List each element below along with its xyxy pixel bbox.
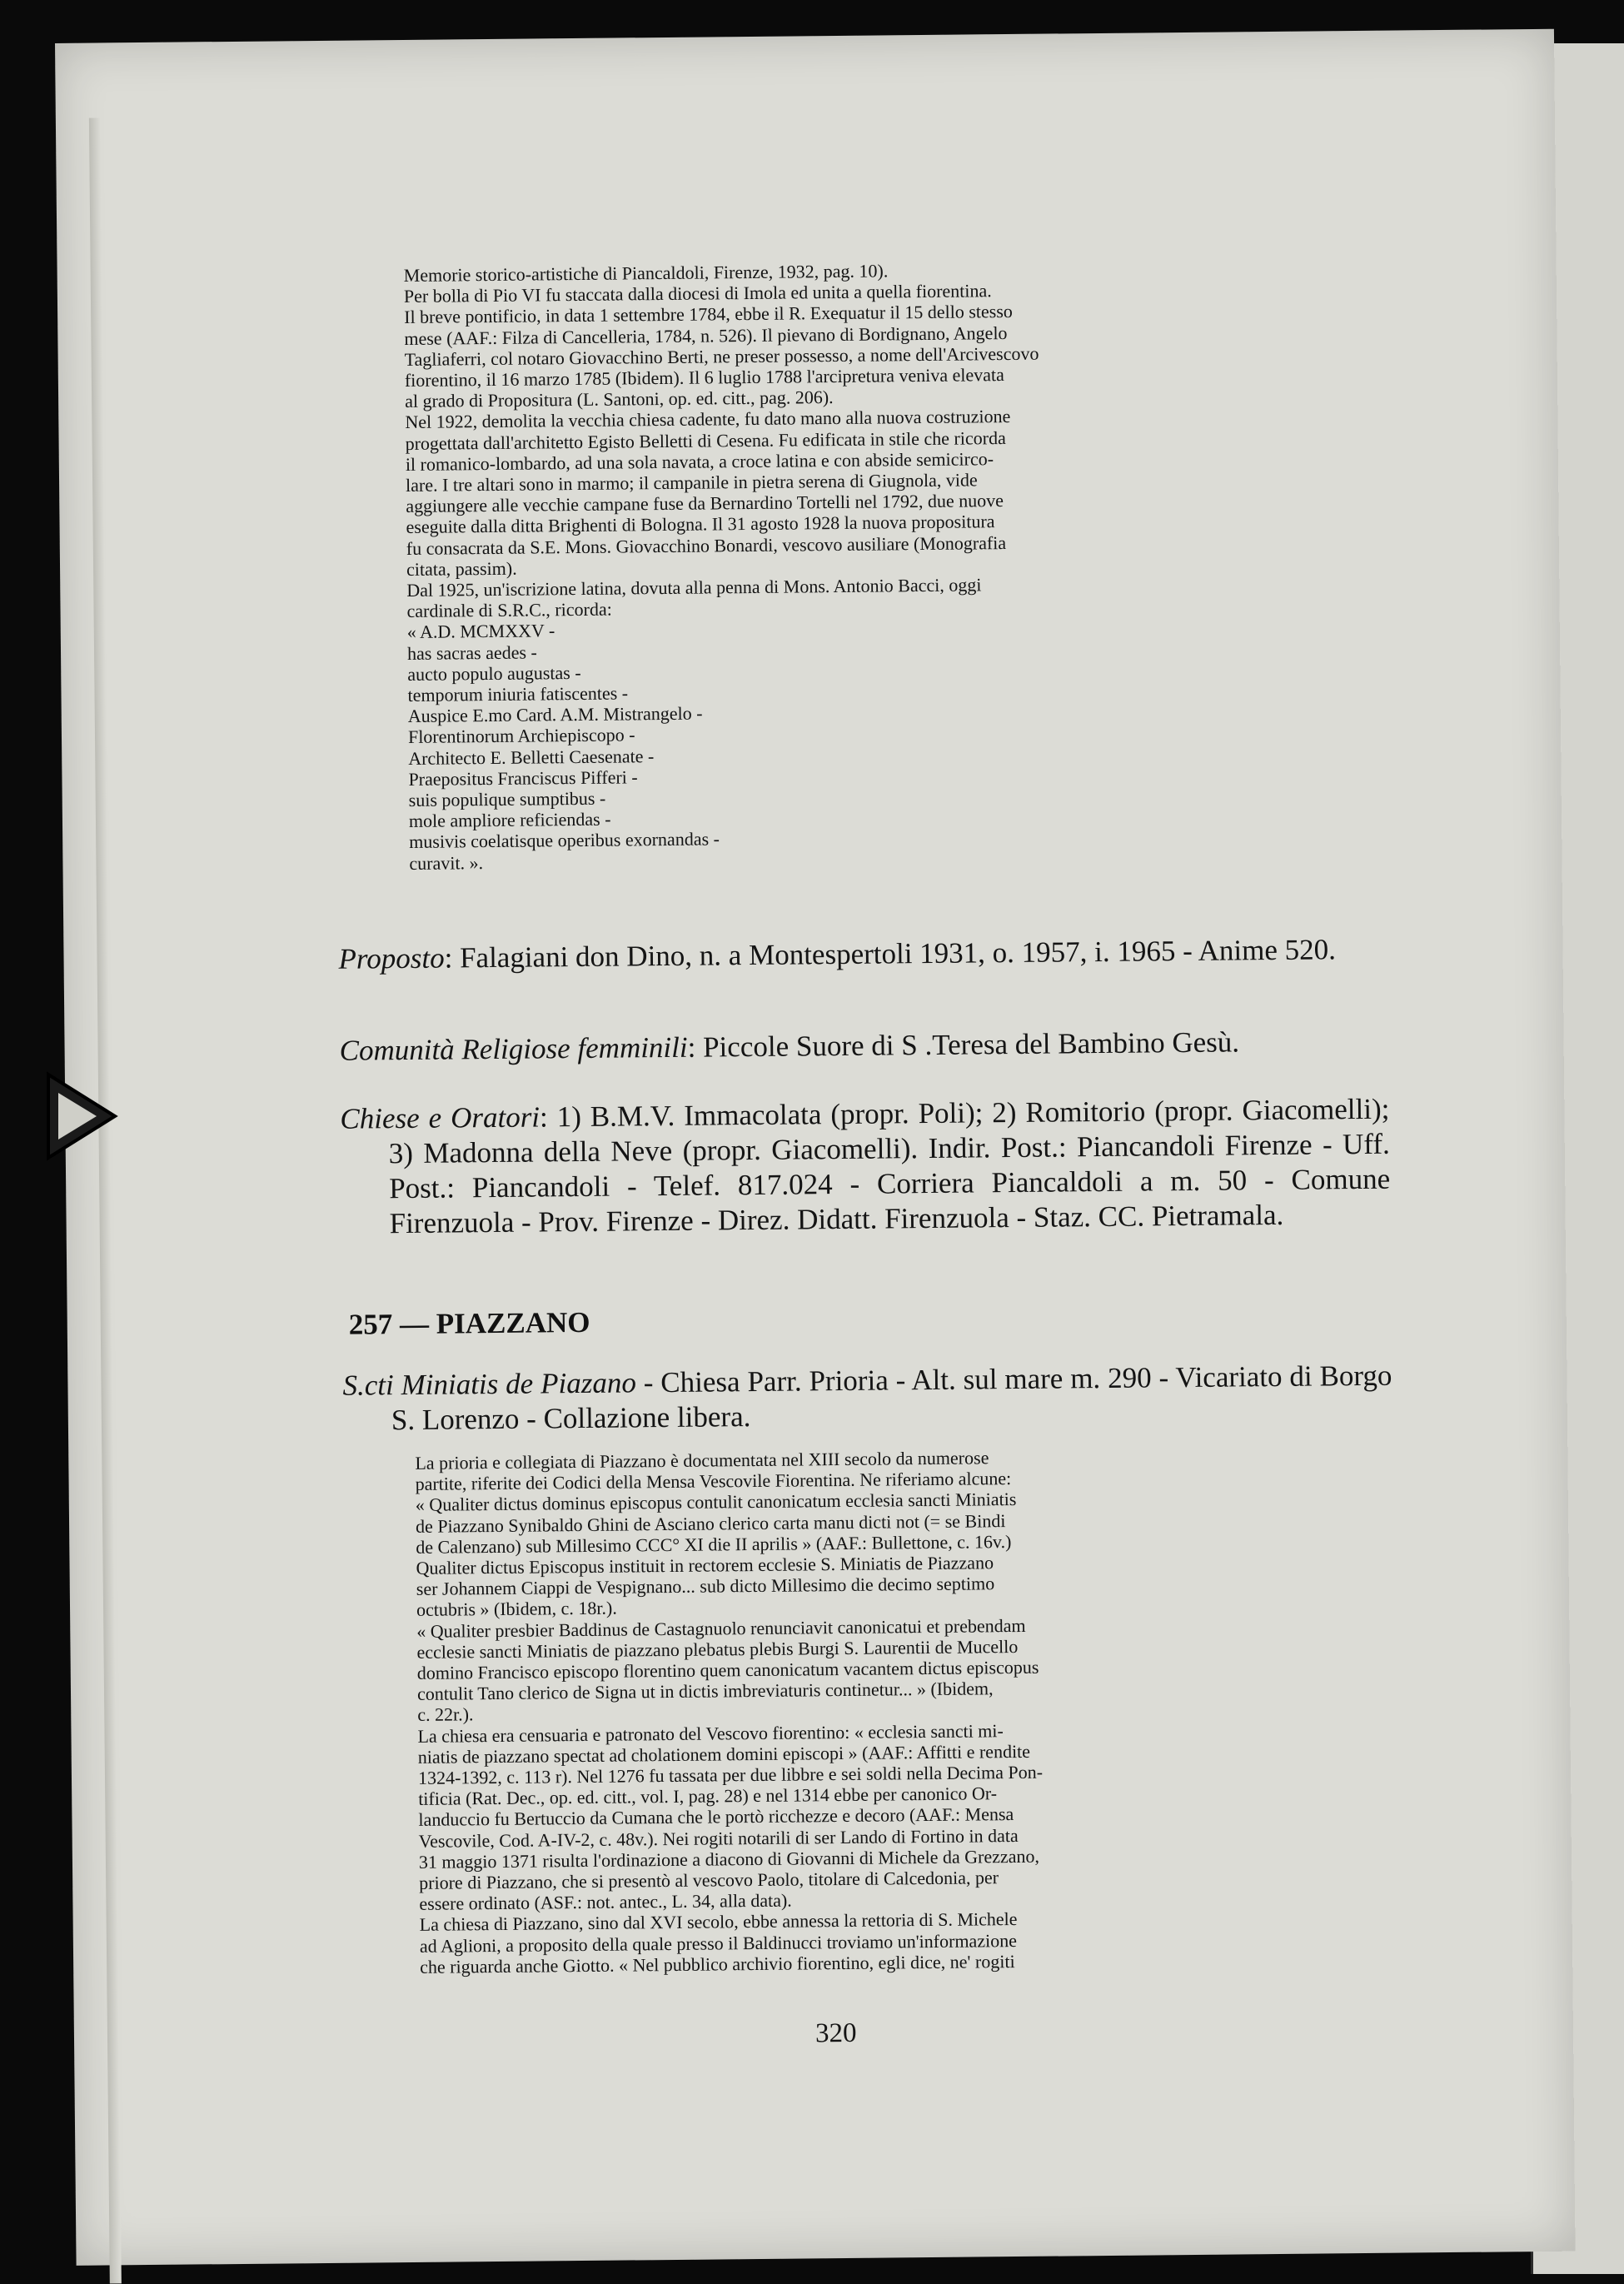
text-line: ecclesie sancti Miniatis de piazzano plebatus plebis Burgi S. Laurentii de Mucello [416,1635,1019,1663]
text-line: niatis de piazzano spectat ad cholationem domini episcopi » (AAF.: Affitti e rendite [417,1740,1031,1768]
notes-block-piancaldoli [404,256,1376,874]
inscription-line: Auspice E.mo Card. A.M. Mistrangelo - [407,702,703,727]
piazzano-header-paragraph [342,1359,1392,1439]
text-line: citata, passim). [406,557,517,580]
text-line: « Qualiter presbier Baddinus de Castagnuolo renunciavit canonicatui et prebendam [416,1614,1026,1642]
notes-block-piazzano [415,1444,1386,1977]
inscription-line: aucto populo augustas - [407,661,581,685]
text-line: contulit Tano clerico de Signa ut in dictis imbreviaturis continetur... » (Ibidem, [416,1678,994,1705]
chiese-text: : 1) B.M.V. Immacolata (propr. Poli); 2) Romitorio (propr. Giacomelli); 3) Madonna della Neve (propr. Giacomelli). Indir. Post.: Piancandoli Firenze - Uff. Post.: Piancandoli - Telef. 817.024 - Corriera Piancaldoli a m. 50 - Comune Firenzuola - Prov. Firenze - Direz. Didatt. Firenzuola - Staz. CC. Pietramala. [388,1092,1391,1240]
proposto-label: Proposto [338,941,445,975]
inscription-line: temporum iniuria fatiscentes - [407,682,629,706]
text-line: La prioria e collegiata di Piazzano è documentata nel XIII secolo da numerose [415,1447,989,1474]
text-line: Memorie storico-artistiche di Piancaldoli, Firenze, 1932, pag. 10). [403,260,889,286]
entry-chiese [340,1092,1391,1242]
notes-paragraph [404,256,1373,622]
text-line: Il breve pontificio, in data 1 settembre 1784, ebbe il R. Exequatur il 15 dello stesso [404,301,1013,328]
text-line: Nel 1922, demolita la vecchia chiesa cadente, fu dato mano alla nuova costruzione [405,406,1011,433]
text-line: La chiesa era censuaria e patronato del Vescovo fiorentino: « ecclesia sancti mi- [417,1719,1004,1747]
text-line: ad Aglioni, a proposito della quale presso il Baldinucci troviamo un'informazione [419,1929,1018,1957]
inscription-line: suis populique sumptibus - [408,787,606,811]
comunita-text: : Piccole Suore di S .Teresa del Bambino Gesù. [687,1025,1240,1064]
inscription-line: curavit. ». [409,851,484,874]
text-line: Dal 1925, un'iscrizione latina, dovuta alla penna di Mons. Antonio Bacci, oggi [406,574,982,601]
text-line: Per bolla di Pio VI fu staccata dalla diocesi di Imola ed unita a quella fiorentina. [403,280,992,307]
entry-proposto [338,932,1387,977]
page-edge-shadow [89,117,122,2283]
text-line: landuccio fu Bertuccio da Cumana che le portò ricchezze e decoro (AAF.: Mensa [418,1803,1014,1831]
text-line: ser Johannem Ciappi de Vespignano... sub dicto Millesimo die decimo septimo [416,1573,995,1600]
inscription-line: mole ampliore reficiendas - [408,808,611,832]
text-line: 1324-1392, c. 113 r). Nel 1276 fu tassata per due libbre e sei soldi nella Decima Pon- [417,1761,1044,1788]
inscription-line: Architecto E. Belletti Caesenate - [408,745,655,769]
latin-inscription [407,612,1376,874]
text-line: lare. I tre altari sono in marmo; il campanile in pietra serena di Giugnola, vide [405,469,978,496]
piazzano-label: S.cti Miniatis de Piazano [342,1366,637,1402]
inscription-line: Praepositus Franciscus Pifferi - [408,766,638,790]
text-line: octubris » (Ibidem, c. 18r.). [416,1598,617,1621]
text-line: tificia (Rat. Dec., op. ed. citt., vol. I, pag. 28) e nel 1314 ebbe per canonico Or- [418,1783,998,1810]
text-line: Vescovile, Cod. A-IV-2, c. 48v.). Nei rogiti notarili di ser Lando di Fortino in data [418,1824,1019,1852]
text-line: de Piazzano Synibaldo Ghini de Asciano clerico carta manu dicti not (= se Bindi [415,1509,1006,1537]
entry-comunita [339,1024,1388,1069]
text-line: « Qualiter dictus dominus episcopus contulit canonicatum ecclesia sancti Miniatis [415,1489,1017,1516]
text-line: al grado di Propositura (L. Santoni, op. ed. citt., pag. 206). [405,386,834,412]
proposto-text: : Falagiani don Dino, n. a Montespertoli 1931, o. 1957, i. 1965 - Anime 520. [444,933,1337,975]
text-line: c. 22r.). [417,1703,474,1726]
text-line: partite, riferite dei Codici della Mensa Vescovile Fiorentina. Ne riferiamo alcune: [415,1468,1012,1495]
text-line: essere ordinato (ASF.: not. antec., L. 34, alla data). [419,1889,792,1915]
text-line: La chiesa di Piazzano, sino dal XVI secolo, ebbe annessa la rettoria di S. Michele [419,1908,1018,1936]
section-heading-piazzano: 257 — PIAZZANO [348,1305,590,1341]
inscription-line: « A.D. MCMXXV - [406,620,555,643]
text-line: Qualiter dictus Episcopus instituit in rectorem ecclesie S. Miniatis de Piazzano [416,1552,994,1578]
text-line: fu consacrata da S.E. Mons. Giovacchino Bonardi, vescovo ausiliare (Monografia [406,531,1007,559]
text-line: aggiungere alle vecchie campane fuse da Bernardino Tortelli nel 1792, due nuove [406,490,1004,517]
page-number: 320 [814,2017,857,2049]
comunita-label: Comunità Religiose femminili [339,1030,688,1067]
book-page [55,29,1576,2266]
proposto-paragraph [338,932,1387,977]
text-line: eseguite dalla ditta Brighenti di Bologna. Il 31 agosto 1928 la nuova propositura [406,511,995,538]
text-line: 31 maggio 1371 risulta l'ordinazione a diacono di Giovanni di Michele da Grezzano, [418,1845,1040,1873]
entry-piazzano-header [342,1359,1392,1439]
text-line: de Calenzano) sub Millesimo CCC° XI die II aprilis » (AAF.: Bullettone, c. 16v.) [416,1530,1012,1558]
chiese-label: Chiese e Oratori [340,1100,541,1135]
notes-paragraph [415,1444,1386,1977]
binder-clip-icon [40,1058,123,1174]
text-line: Tagliaferri, col notaro Giovacchino Berti, ne preser possesso, a nome dell'Arcivescovo [404,342,1039,370]
comunita-paragraph [339,1024,1388,1069]
text-line: progettata dall'architetto Egisto Belletti di Cesena. Fu edificata in stile che ricorda [405,426,1006,454]
page-content [55,29,1554,2049]
text-line: cardinale di S.R.C., ricorda: [406,598,612,622]
text-line: priore di Piazzano, che si presentò al vescovo Paolo, titolare di Calcedonia, per [419,1867,999,1893]
inscription-line: musivis coelatisque operibus exornandas - [409,828,720,853]
text-line: il romanico-lombardo, ad una sola navata, a croce latina e con abside semicirco- [405,448,994,475]
text-line: mese (AAF.: Filza di Cancelleria, 1784, n. 526). Il pievano di Bordignano, Angelo [404,322,1008,349]
text-line: fiorentino, il 16 marzo 1785 (Ibidem). Il 6 luglio 1788 l'arcipretura veniva elevata [404,364,1004,391]
text-line: che riguarda anche Giotto. « Nel pubblico archivio fiorentino, egli dice, ne' rogiti [420,1950,1015,1977]
inscription-line: Florentinorum Archiepiscopo - [407,724,635,748]
inscription-line: has sacras aedes - [406,641,537,664]
chiese-paragraph [340,1092,1391,1242]
text-line: domino Francisco episcopo florentino quem canonicatum vacantem dictus episcopus [416,1656,1039,1683]
piazzano-text: - Chiesa Parr. Prioria - Alt. sul mare m. 290 - Vicariato di Borgo S. Lorenzo - Collazione libera. [391,1359,1392,1437]
